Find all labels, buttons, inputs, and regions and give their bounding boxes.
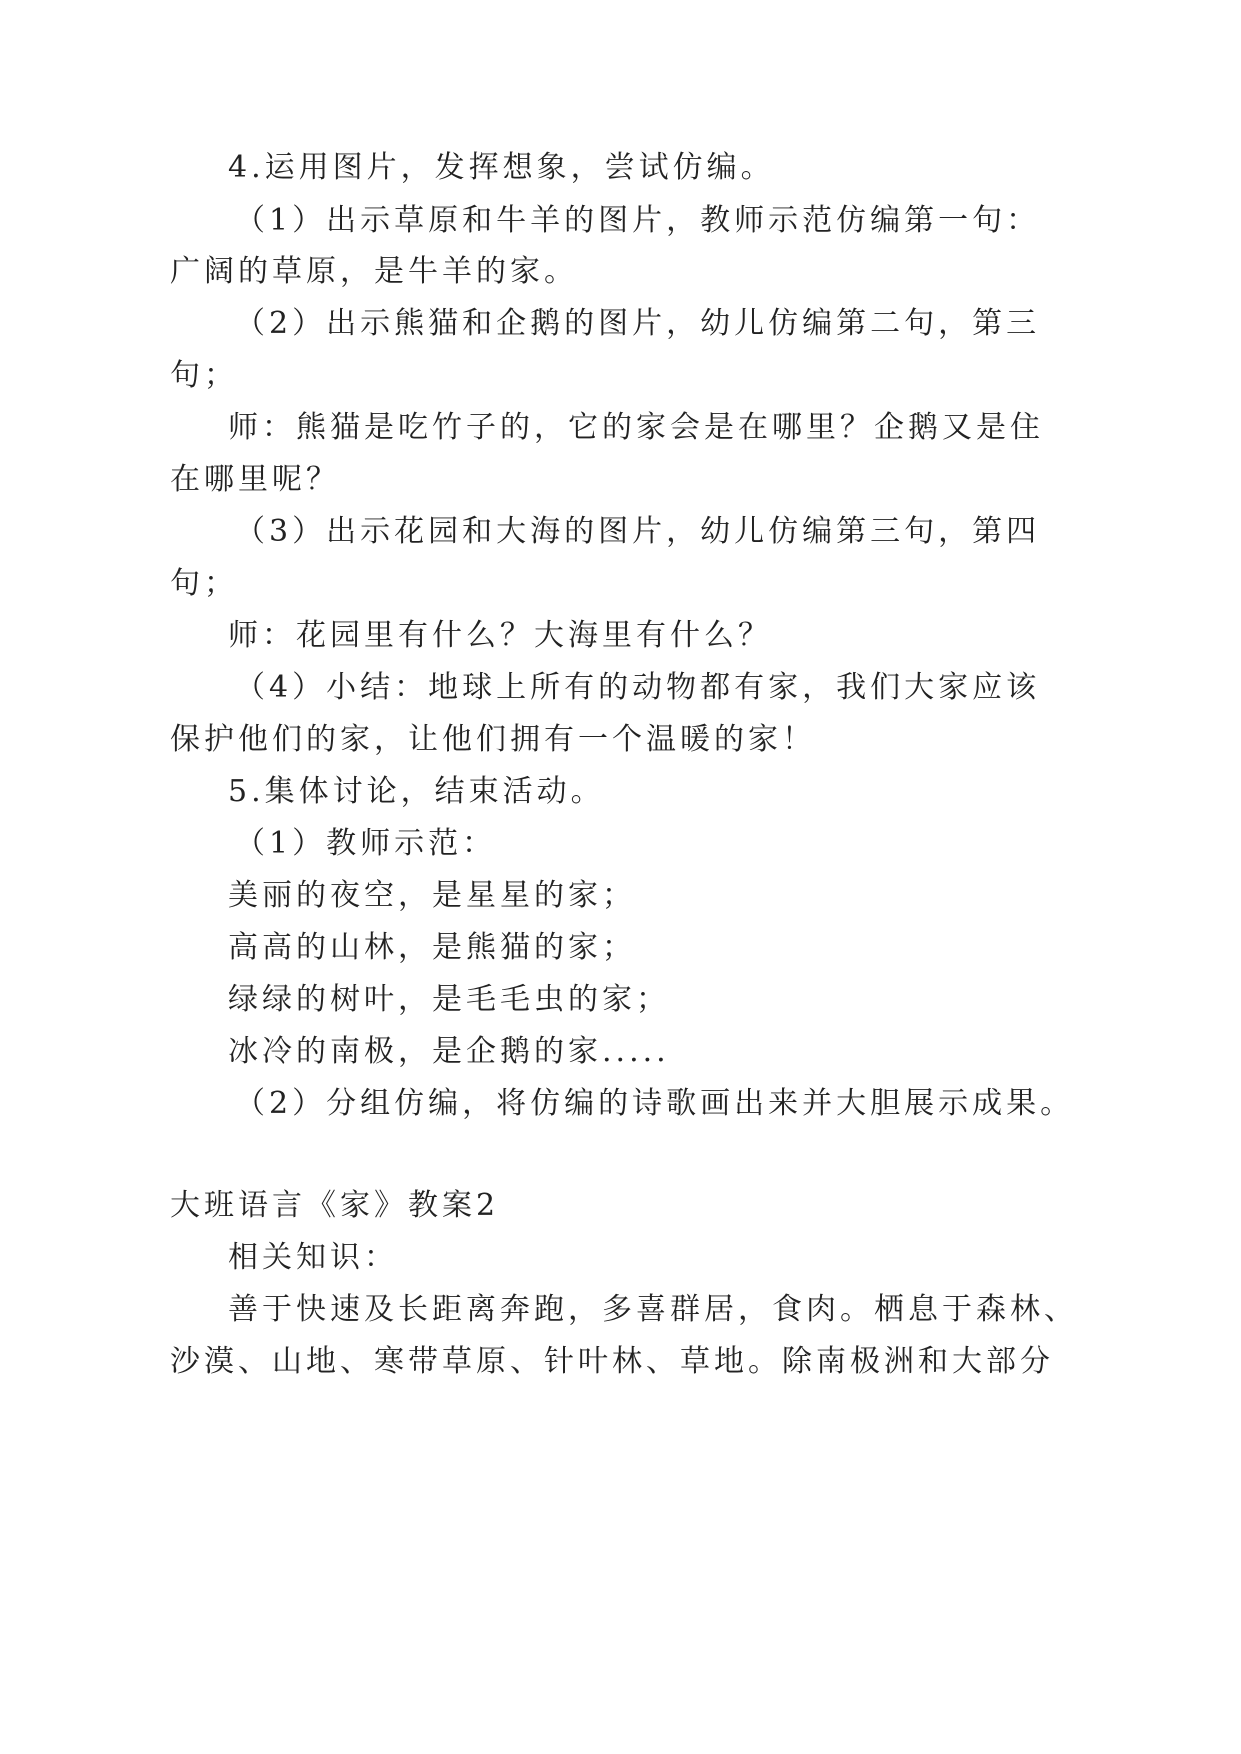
subheading-related-knowledge: 相关知识： [228, 1240, 398, 1275]
paragraph-line: 句； [170, 358, 238, 393]
section-heading-4: 4.运用图片，发挥想象，尝试仿编。 [228, 150, 775, 185]
paragraph-line: （2）分组仿编，将仿编的诗歌画出来并大胆展示成果。 [235, 1086, 1075, 1121]
paragraph-line: 师：熊猫是吃竹子的，它的家会是在哪里？企鹅又是住 [228, 410, 1044, 445]
poem-line: 绿绿的树叶，是毛毛虫的家； [228, 982, 670, 1017]
paragraph-line: （4）小结：地球上所有的动物都有家，我们大家应该 [235, 670, 1041, 705]
poem-line: 美丽的夜空，是星星的家； [228, 878, 636, 913]
paragraph-line: （1）教师示范： [235, 826, 497, 861]
paragraph-line: 广阔的草原，是牛羊的家。 [170, 254, 578, 289]
paragraph-line: （3）出示花园和大海的图片，幼儿仿编第三句，第四 [235, 514, 1041, 549]
paragraph-line: 保护他们的家，让他们拥有一个温暖的家！ [170, 722, 816, 757]
paragraph-line: 在哪里呢？ [170, 462, 340, 497]
paragraph-line: （1）出示草原和牛羊的图片，教师示范仿编第一句： [235, 203, 1041, 238]
poem-line: 冰冷的南极，是企鹅的家..... [228, 1034, 670, 1069]
document-title: 大班语言《家》教案2 [170, 1188, 500, 1223]
paragraph-line: 句； [170, 566, 238, 601]
poem-line: 高高的山林，是熊猫的家； [228, 930, 636, 965]
section-heading-5: 5.集体讨论，结束活动。 [228, 774, 605, 809]
paragraph-line: 善于快速及长距离奔跑，多喜群居，食肉。栖息于森林、 [228, 1292, 1078, 1327]
paragraph-line: （2）出示熊猫和企鹅的图片，幼儿仿编第二句，第三 [235, 306, 1041, 341]
paragraph-line: 师：花园里有什么？大海里有什么？ [228, 618, 772, 653]
paragraph-line: 沙漠、山地、寒带草原、针叶林、草地。除南极洲和大部分 [170, 1344, 1054, 1379]
